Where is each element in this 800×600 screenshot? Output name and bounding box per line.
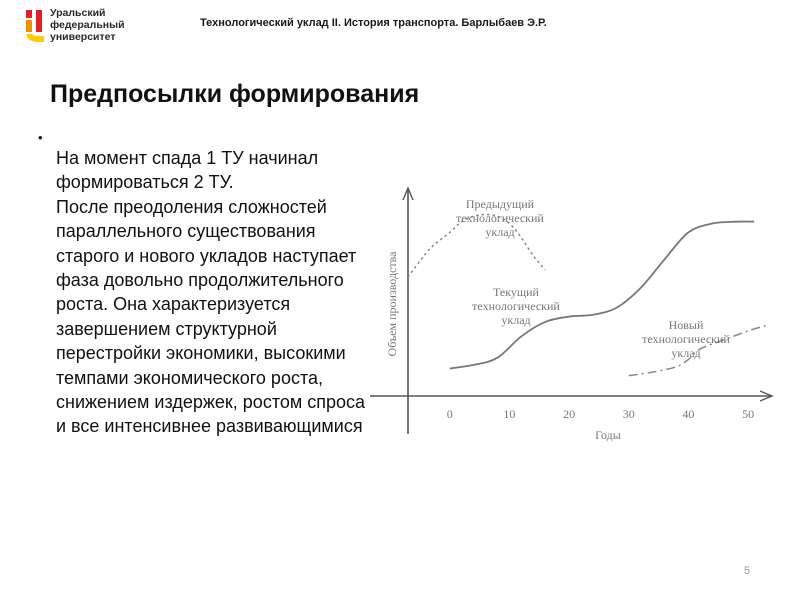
series-label-current-uklad: уклад	[501, 313, 531, 327]
series-label-previous-uklad: Предыдущий	[465, 197, 535, 211]
university-logo	[24, 6, 154, 46]
series-label-new-uklad: технологический	[642, 332, 730, 346]
x-tick-label: 40	[682, 407, 695, 421]
x-tick-label: 10	[503, 407, 516, 421]
logo-text	[50, 7, 125, 43]
logo-bar-red	[26, 10, 32, 18]
y-axis-label: Объем производства	[385, 251, 399, 357]
series-label-new-uklad: уклад	[671, 346, 701, 360]
bullet-marker: •	[38, 130, 43, 145]
series-label-previous-uklad: уклад	[485, 225, 515, 239]
series-label-current-uklad: технологический	[472, 299, 560, 313]
logo-line-2: федеральный	[50, 19, 125, 31]
logo-line-1: Уральский	[50, 7, 106, 19]
header-title: Технологический уклад II. История транспорта. Барлыбаев Э.Р.	[200, 17, 547, 29]
series-label-current-uklad: Текущий	[493, 285, 539, 299]
ural-logo-icon	[24, 8, 46, 44]
x-tick-label: 20	[563, 407, 576, 421]
page-number: 5	[744, 565, 751, 577]
paragraph-1: На момент спада 1 ТУ начинал формироваться 2 ТУ.	[56, 148, 319, 193]
x-tick-label: 0	[446, 407, 453, 421]
x-axis-label: Годы	[595, 428, 621, 442]
series-label-previous-uklad: технологический	[456, 211, 544, 225]
logo-curve-yellow	[26, 34, 44, 42]
technology-cycles-chart	[368, 182, 778, 452]
x-tick-label: 30	[622, 407, 635, 421]
logo-bar-orange	[26, 20, 32, 32]
series-label-new-uklad: Новый	[668, 318, 704, 332]
logo-line-3: университет	[50, 31, 116, 43]
slide-title: Предпосылки формирования	[50, 80, 420, 108]
logo-bar-red-right	[36, 10, 42, 32]
paragraph-2: После преодоления сложностей параллельного существования старого и нового укладов наступает фаза довольно продолжительного роста. Она характеризуется завершением структурной перестройки экономики, высокими темпами экономического роста, снижением издержек, ростом спроса и все интенсивнее развивающимися	[56, 196, 366, 437]
body-text	[56, 146, 366, 439]
x-tick-label: 50	[742, 407, 755, 421]
